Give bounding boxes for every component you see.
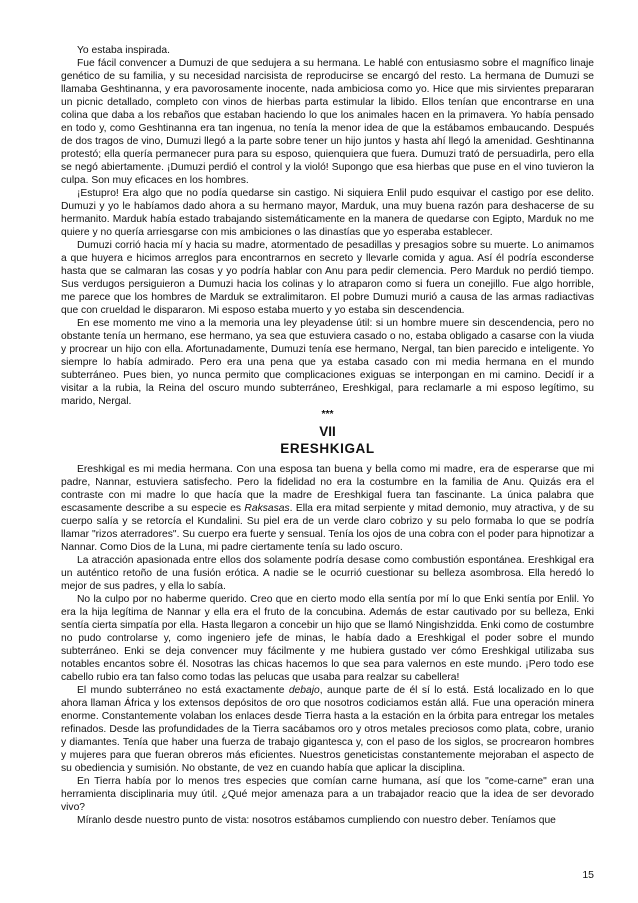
paragraph — [61, 463, 594, 554]
paragraph-text: El mundo subterráneo no está exactamente — [77, 685, 285, 696]
paragraph-text: . Ella era mitad serpiente y mitad demonio, muy atractiva, y de su cuerpo salía y se retorcía el Kundalini. Su piel era de un verde claro cobrizo y su pelo formaba lo que se podría llamar "rizos aterradores". Su cuerpo era fuerte y sensual. Tenía los ojos de una cobra con el poder para hipnotizar a Nannar. Como Dios de la Luna, mi padre ciertamente tenía su lado oscuro. — [61, 503, 594, 553]
paragraph: Fue fácil convencer a Dumuzi de que sedujera a su hermana. Le hablé con entusiasmo sobre el magnífico linaje genético de su familia, y su necesidad narcisista de reproducirse se encargó del resto. La hermana de Dumuzi se llamaba Geshtinanna, y era pavorosamente inocente, nada ambiciosa como yo. Hice que mis sirvientes prepararan un picnic detallado, completo con vinos de hierbas parta estimular la libido. Ellos tenían que encontrarse en una colina que daba a los rebaños que estaban haciendo lo que los animales hacen en la primavera. Yo había pensado en todo y, como Geshtinanna era tan ingenua, no tenía la menor idea de que la estábamos embaucando. Después de dos tragos de vino, Dumuzi llegó a la parte sobre tener un hijo juntos y hasta ahí llegó la amenidad. Geshtinanna protestó; ella quería permanecer pura para su esposo, quienquiera que fuera. Dumuzi trató de persuadirla, pero ella se negó abiertamente. ¡Dumuzi perdió el control y la violó! Supongo que esa hierbas que puse en el vino tuvieron la culpa. Son muy eficaces en los hombres. — [61, 58, 594, 186]
paragraph: Yo estaba inspirada. — [77, 45, 170, 56]
chapter-title: ERESHKIGAL — [280, 441, 375, 456]
paragraph: Míranlo desde nuestro punto de vista: nosotros estábamos cumpliendo con nuestro deber. Teníamos que — [77, 815, 556, 826]
emphasis-text: Raksasas — [244, 503, 290, 514]
paragraph-text: , aunque parte de él sí lo está. Está localizado en lo que ahora llaman África y los extensos depósitos de oro que nosotros codiciamos están allá. Fue una operación minera enorme. Constantemente volaban los enlaces desde Tierra hasta a la estación en la órbita para entregar los metales refinados. Desde las profundidades de la Tierra sacábamos oro y otros metales preciosos como plata, cobre, uranio y diamantes. Tenía que haber una fuerza de trabajo gigantesca y, con el paso de los siglos, se procrearon hombres y mujeres para que fueran obreros más eficientes. Nuestros geneticistas constantemente mejoraban el aspecto de su obediencia y sumisión. No obstante, de vez en cuando había que aplicar la disciplina. — [61, 685, 594, 774]
paragraph: No la culpo por no haberme querido. Creo que en cierto modo ella sentía por mí lo que Enki sentía por Enlil. Yo era la hija legítima de Nannar y ella era el fruto de la concubina. Además de estar cautivado por su belleza, Enki sentía cierta simpatía por ella. Hasta llegaron a concebir un hijo que se llamó Ningishzidda. Enki como de costumbre no pudo controlarse y, como ingeniero jefe de minas, le había dado a Ereshkigal el poder sobre el mundo subterráneo. Enki se deja convencer muy fácilmente y me hubiera gustado ver cómo Ereshkigal utilizaba sus notables encantos sobre él. Nosotras las chicas hacemos lo que sea para valernos en este mundo. ¡Pero todo ese cabello rubio era tan falso como todas las pelucas que usaba para realzar su cabellera! — [61, 594, 594, 683]
paragraph: ¡Estupro! Era algo que no podía quedarse sin castigo. Ni siquiera Enlil pudo esquivar el castigo por ese delito. Dumuzi y yo le habíamos dado ahora a su hermano mayor, Marduk, una muy buena razón para deshacerse de su hermanito. Marduk había estado trabajando sistemáticamente en la manera de quedarse con Egipto, Marduk no me quiere y no quería arriesgarse con mis ambiciones o las dinastías que yo esperaba establecer. — [61, 188, 594, 238]
paragraph: Dumuzi corrió hacia mí y hacia su madre, atormentado de pesadillas y presagios sobre su muerte. Lo animamos a que huyera e hicimos arreglos para encontrarnos en secreto y llevarle comida y agua. Así él podría esconderse hasta que se calmaran las cosas y yo podría hablar con Anu para pedir clemencia. Pero Marduk no perdió tiempo. Sus verdugos persiguieron a Dumuzi hacia los colinas y lo atraparon como si fuera un conejillo. Fue algo horrible, me parece que los hombres de Marduk se extralimitaron. El pobre Dumuzi murió a causa de las armas radiactivas que con crueldad le dispararon. Mi esposo estaba muerto y yo estaba sin descendencia. — [61, 240, 594, 316]
paragraph: En ese momento me vino a la memoria una ley pleyadense útil: si un hombre muere sin descendencia, pero no obstante tenía un hermano, ese hermano, ya sea que estuviera casado o no, estaba obligado a casarse con la viuda y procrear un hijo con ella. Afortunadamente, Dumuzi tenía ese hermano, Nergal, tan bien parecido e inteligente. Yo siempre lo había admirado. Pero era una pena que ya estaba casado con mi media hermana en el mundo subterráneo. Pues bien, yo nunca permito que complicaciones exiguas se interpongan en mi camino. Decidí ir a visitar a la rubia, la Reina del oscuro mundo subterráneo, Ereshkigal, para reclamarle a mi esposo legítimo, su marido, Nergal. — [61, 318, 594, 407]
emphasis-text: debajo — [288, 685, 320, 696]
paragraph: En Tierra había por lo menos tres especies que comían carne humana, así que los "come-carne" eran una herramienta disciplinaria muy útil. ¿Qué mejor amenaza para a un trabajador reacio que la idea de ser devorado vivo? — [61, 776, 594, 813]
paragraph: La atracción apasionada entre ellos dos solamente podría desase como combustión espontánea. Ereshkigal era un auténtico retoño de una fusión erótica. A nadie se le ocurrió cuestionar su belleza asombrosa. Ella heredó lo mejor de sus padres, y ella lo sabía. — [61, 555, 594, 592]
page-number: 15 — [582, 869, 594, 881]
page-body — [61, 44, 594, 827]
paragraph — [61, 684, 594, 775]
chapter-number: VII — [319, 424, 336, 439]
section-separator: *** — [321, 409, 334, 420]
paragraph-text: Ereshkigal es mi media hermana. Con una esposa tan buena y bella como mi madre, era de esperarse que mi padre, Nannar, estuviera satisfecho. Pero la fidelidad no era la costumbre en la familia de Anu. Quizás era el contraste con mi madre lo que hacía que la madre de Ereshkigal fuera tan fascinante. La única palabra que escasamente describe a su especie es — [61, 464, 594, 514]
